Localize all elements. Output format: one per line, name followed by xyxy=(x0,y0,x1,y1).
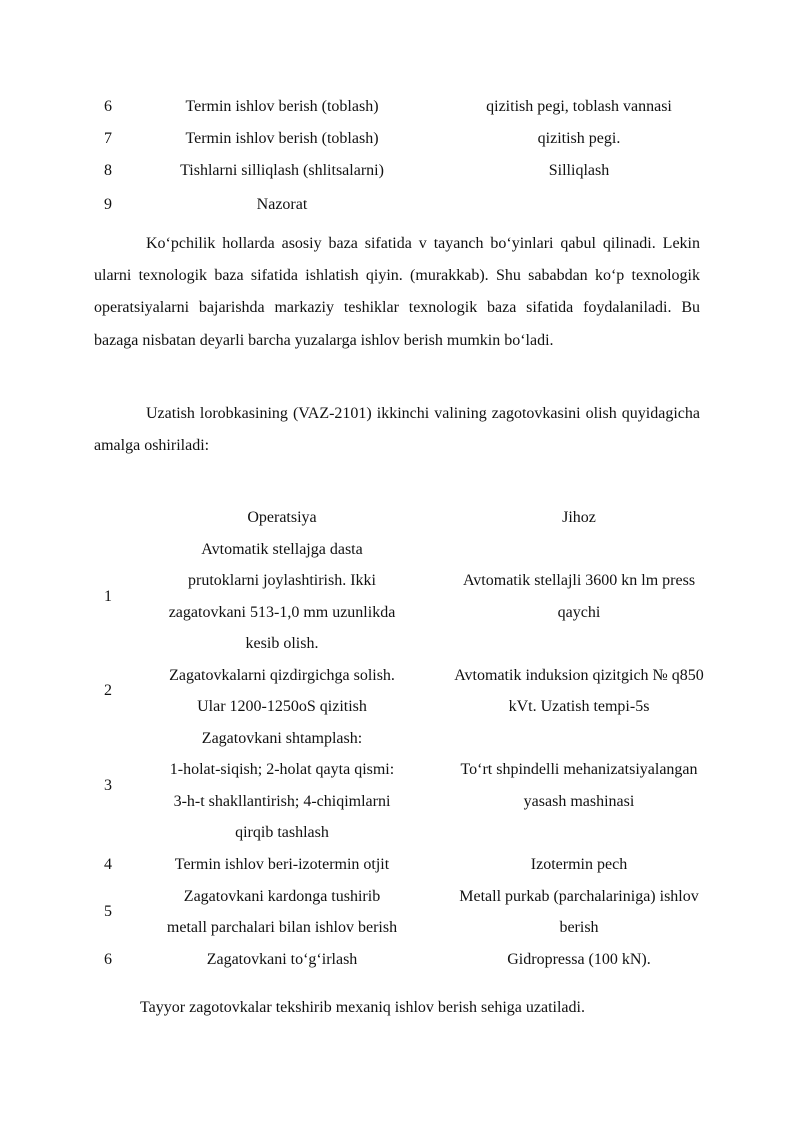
table-row xyxy=(89,534,721,660)
equipment-cell xyxy=(437,881,721,944)
cell-line: Metall purkab (parchalariniga) ishlov xyxy=(459,887,699,905)
equipment-cell xyxy=(437,534,721,660)
body-paragraph: Ko‘pchilik hollarda asosiy baza sifatida v tayanch bo‘yinlari qabul qilinadi. Lekin ularni texnologik baza sifatida ishlatish qiyin. (murakkab). Shu sababdan ko‘p texnologik operatsiyalarni bajarishda markaziy teshiklar texnologik baza sifatida foydalaniladi. Bu bazaga nisbatan deyarli barcha yuzalarga ishlov berish mumkin bo‘ladi. xyxy=(94,235,700,349)
operation-cell xyxy=(127,660,437,723)
cell-line: 3-h-t shakllantirish; 4-chiqimlarni xyxy=(173,792,391,810)
equipment-cell xyxy=(437,723,721,849)
body-paragraph: Uzatish lorobkasining (VAZ-2101) ikkinchi valining zagotovkasini olish quyidagicha amalga oshiriladi: xyxy=(94,405,700,455)
row-number: 6 xyxy=(104,98,112,115)
closing-paragraph: Tayyor zagotovkalar tekshirib mexaniq ishlov berish sehiga uzatiladi. xyxy=(140,999,585,1016)
equipment-cell xyxy=(437,944,721,976)
process-table xyxy=(89,502,721,976)
row-number: 8 xyxy=(104,162,112,179)
operation-cell xyxy=(127,723,437,849)
operation-cell: Tishlarni silliqlash (shlitsalarni) xyxy=(180,162,384,179)
table-row xyxy=(89,723,721,849)
table-row xyxy=(89,155,721,187)
equipment-cell: qizitish pegi. xyxy=(537,130,621,147)
cell-line: berish xyxy=(559,919,599,936)
row-number: 5 xyxy=(104,903,112,920)
row-number: 6 xyxy=(104,950,112,968)
cell-line: Avtomatik stellajli 3600 kn lm press xyxy=(462,572,696,589)
cell-line: qaychi xyxy=(557,603,601,621)
cell-line: qirqib tashlash xyxy=(235,824,329,841)
equipment-cell: Silliqlash xyxy=(548,162,610,179)
cell-line: zagatovkani 513-1,0 mm uzunlikda xyxy=(168,603,396,621)
operation-cell xyxy=(127,881,437,944)
table-row xyxy=(89,849,721,881)
row-number: 7 xyxy=(104,130,112,147)
table-row xyxy=(89,660,721,723)
cell-line: Ular 1200-1250oS qizitish xyxy=(197,698,367,715)
cell-line: Gidropressa (100 kN). xyxy=(507,950,651,968)
cell-line: yasash mashinasi xyxy=(523,792,635,810)
equipment-cell xyxy=(437,660,721,723)
row-number: 4 xyxy=(104,855,112,873)
table-row xyxy=(89,91,721,123)
cell-line: kVt. Uzatish tempi-5s xyxy=(508,698,650,715)
cell-line: Avtomatik stellajga dasta xyxy=(201,540,363,558)
column-header-equipment: Jihoz xyxy=(562,509,596,526)
cell-line: Izotermin pech xyxy=(530,855,628,873)
table-row xyxy=(89,944,721,976)
cell-line: kesib olish. xyxy=(245,635,319,652)
operation-cell xyxy=(127,944,437,976)
cell-line: 1-holat-siqish; 2-holat qayta qismi: xyxy=(169,761,395,778)
row-number: 9 xyxy=(104,196,112,213)
cell-line: To‘rt shpindelli mehanizatsiyalangan xyxy=(460,761,698,778)
table-row xyxy=(89,881,721,944)
process-table-continued xyxy=(89,91,721,221)
operation-cell xyxy=(127,534,437,660)
equipment-cell xyxy=(437,849,721,881)
cell-line: prutoklarni joylashtirish. Ikki xyxy=(188,572,376,589)
equipment-cell: qizitish pegi, toblash vannasi xyxy=(486,98,672,115)
cell-line: Avtomatik induksion qizitgich № q850 xyxy=(454,666,704,684)
operation-cell: Termin ishlov berish (toblash) xyxy=(185,130,379,147)
row-number: 2 xyxy=(104,682,112,699)
cell-line: Zagatovkalarni qizdirgichga solish. xyxy=(169,666,395,684)
equipment-cell xyxy=(437,187,721,221)
cell-line: Zagatovkani kardonga tushirib xyxy=(183,887,381,905)
operation-cell xyxy=(127,849,437,881)
table-row xyxy=(89,187,721,221)
table-row xyxy=(89,123,721,155)
cell-line: metall parchalari bilan ishlov berish xyxy=(166,919,398,936)
cell-line: Zagatovkani shtamplash: xyxy=(201,729,363,747)
operation-cell: Nazorat xyxy=(256,196,308,213)
cell-line: Termin ishlov beri-izotermin otjit xyxy=(174,855,390,873)
row-number: 1 xyxy=(104,587,112,605)
operation-cell: Termin ishlov berish (toblash) xyxy=(185,98,379,115)
table-header-row xyxy=(89,502,721,534)
row-number: 3 xyxy=(104,776,112,794)
column-header-operation: Operatsiya xyxy=(247,509,317,526)
cell-line: Zagatovkani to‘g‘irlash xyxy=(206,950,358,968)
